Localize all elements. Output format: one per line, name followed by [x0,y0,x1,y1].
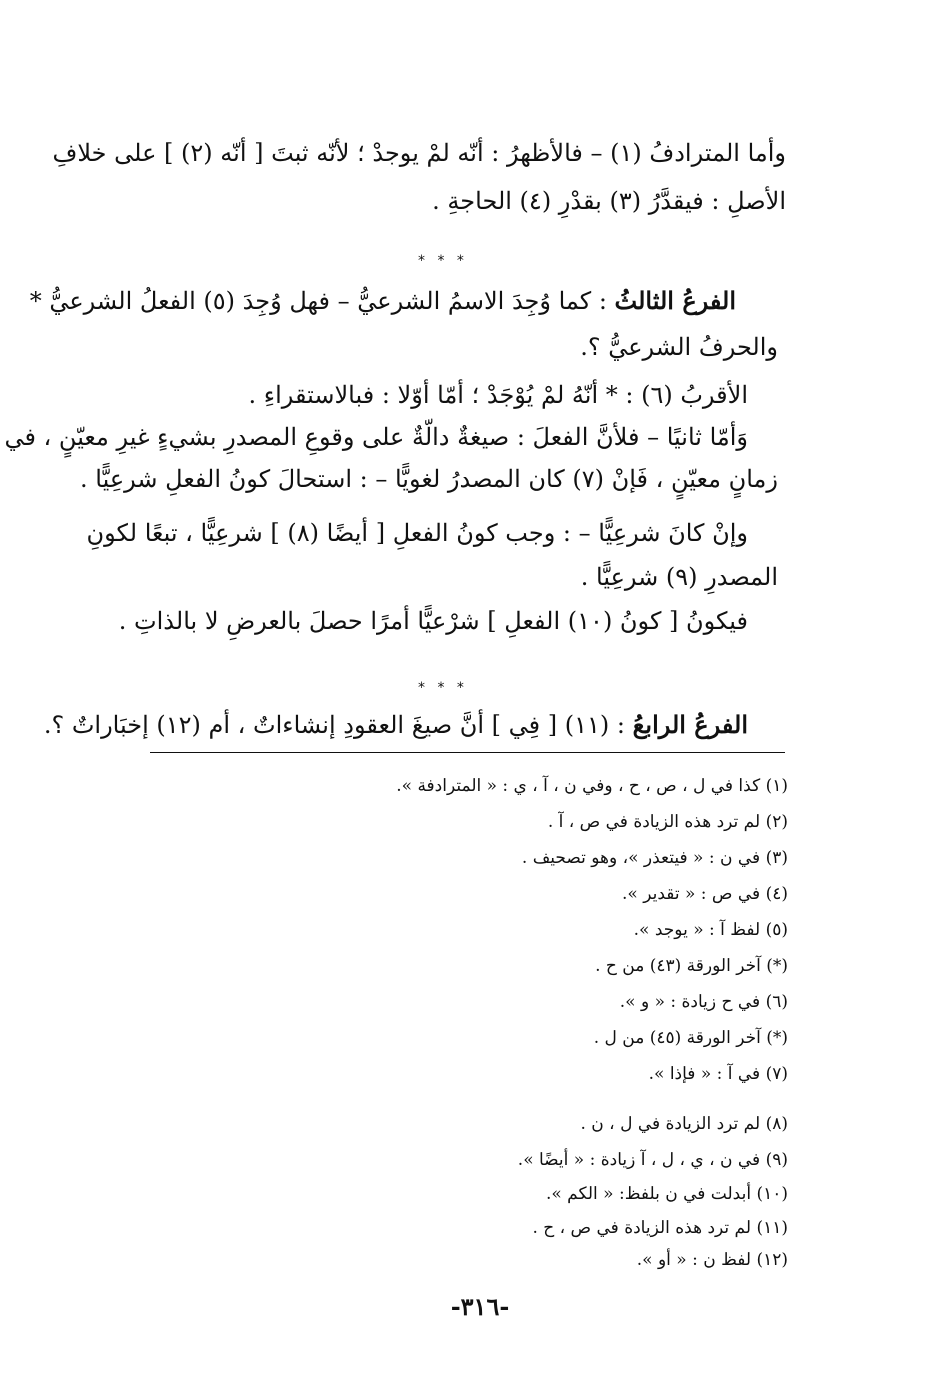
body-line: الأصلِ : فيقدَّرُ (٣) بقدْرِ (٤) الحاجةِ . [432,187,786,215]
body-line: الأقربُ (٦) : * أنّهُ لمْ يُوْجَدْ ؛ أمّا أوّلا : فبالاستقراءِ . [248,381,748,409]
footnote: (٥) لفظ آ : « يوجد ». [633,920,788,940]
section-separator: * * * [418,680,468,696]
footnote: (٣) في ن : « فيتعذر »، وهو تصحيف . [521,848,788,868]
body-line: فيكونُ [ كونُ (١٠) الفعلِ ] شرْعيًّا أمرًا حصلَ بالعرضِ لا بالذاتِ . [118,607,748,635]
branch-three-heading: الفرعُ الثالثُ [614,286,736,315]
branch-three-question: : كما وُجِدَ الاسمُ الشرعيُّ – فهل وُجِدَ (٥) الفعلُ الشرعيُّ * [29,287,615,315]
footnote: (٢) لم ترد هذه الزيادة في ص ، آ . [547,812,788,832]
footnote: (٩) في ن ، ي ، ل ، آ زيادة : « أيضًا ». [517,1150,788,1170]
footnote: (٧) في آ : « فإذا ». [648,1064,788,1084]
body-line: وَأمّا ثانيًا – فلأنَّ الفعلَ : صيغةٌ دالّةٌ على وقوعِ المصدرِ بشيءٍ غيرِ معيّنٍ ، في [4,423,748,451]
body-line: المصدرِ (٩) شرعِيًّا . [580,563,778,591]
body-line: زمانٍ معيّنٍ ، فَإنْ (٧) كان المصدرُ لغويًّا – : استحالَ كونُ الفعلِ شرعِيًّا . [80,465,778,493]
footnote: (*) آخر الورقة (٤٥) من ل . [593,1028,788,1048]
branch-four-heading: الفرعُ الرابعُ [632,710,748,739]
footnote: (٨) لم ترد الزيادة في ل ، ن . [580,1114,788,1134]
footnote-divider [150,752,785,753]
page-number: -٣١٦- [450,1292,510,1321]
footnote: (١١) لم ترد هذه الزيادة في ص ، ح . [532,1218,788,1238]
section-separator: * * * [418,253,468,269]
footnote: (٦) في ح زيادة : « و ». [619,992,788,1012]
footnote: (١٠) أبدلت في ن بلفظ: « الكم ». [545,1184,788,1204]
branch-four-line [44,708,748,742]
body-line: والحرفُ الشرعيُّ ؟. [580,333,778,361]
body-line: وإنْ كانَ شرعِيًّا – : وجب كونُ الفعلِ [ أيضًا (٨) ] شرعِيًّا ، تبعًا لكونِ [86,519,748,547]
footnote: (١) كذا في ل ، ص ، ح ، وفي ن ، آ ، ي : « المترادفة ». [396,776,788,796]
branch-four-question: : (١١) [ فِي ] أنَّ صيغَ العقودِ إنشاءاتٌ ، أم (١٢) إخبَاراتٌ ؟. [43,711,633,739]
body-line: وأما المترادفُ (١) – فالأظهرُ : أنّه لمْ يوجدْ ؛ لأنّه ثبتَ [ أنّه (٢) ] على خلافِ [52,139,786,167]
footnote: (١٢) لفظ ن : « أو ». [636,1250,788,1270]
branch-three-line [30,284,736,318]
footnote: (*) آخر الورقة (٤٣) من ح . [595,956,788,976]
footnote: (٤) في ص : « تقدير ». [622,884,788,904]
